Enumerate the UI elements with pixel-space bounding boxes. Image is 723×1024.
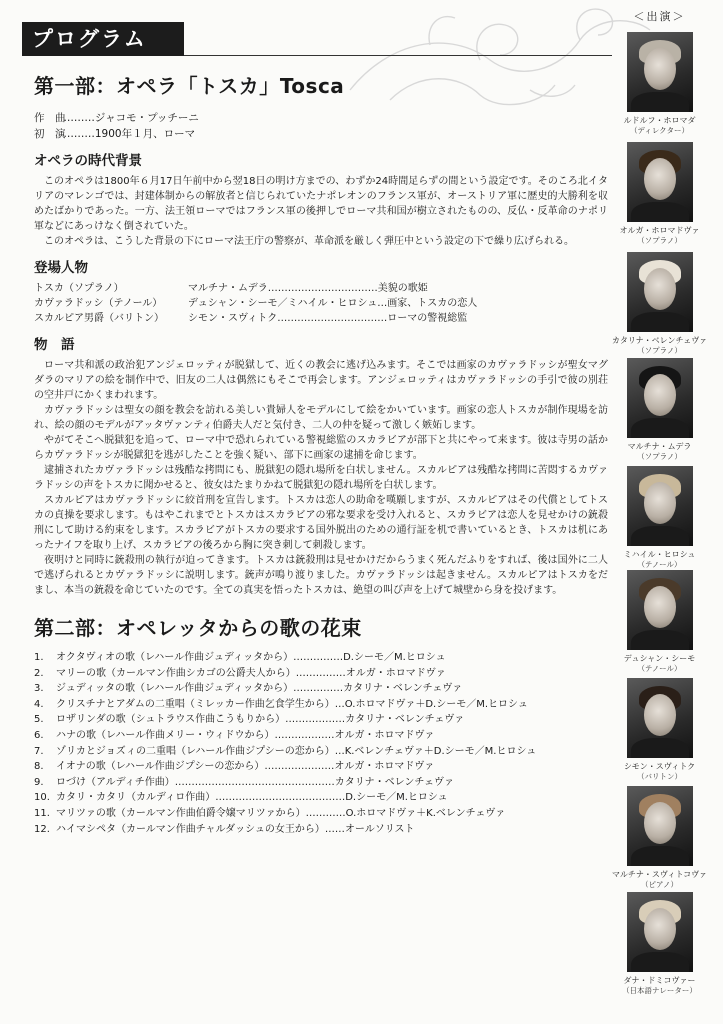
performer-name: ダナ・ドミコヴァー: [623, 976, 696, 985]
song-number: 5.: [34, 714, 44, 726]
song-text: ハイマシペタ（カールマン作曲チャルダッシュの女王から）……オールソリスト: [56, 823, 415, 835]
story-paragraph: 逮捕されたカヴァラドッシは残酷な拷問にも、脱獄犯の隠れ場所を白状しません。スカルピアは残酷な拷問に苦悶するカヴァラドッシの声をトスカに聞かせると、彼女はたまりかねて脱獄犯の隠れ場所を白状します。: [34, 465, 608, 491]
song-text: ジュディッタの歌（レハール作曲ジュディッタから）……………カタリナ・ベレンチェヴァ: [56, 683, 463, 695]
performer-photo: [627, 358, 693, 438]
song-number: 8.: [34, 761, 44, 773]
story-heading: 物 語: [34, 337, 75, 353]
performer-name: ミハイル・ヒロシュ: [623, 550, 696, 559]
song-text: イオナの歌（レハール作曲ジプシーの恋から）…………………オルガ・ホロマドヴァ: [56, 761, 435, 773]
song-item: [34, 806, 608, 822]
performer-photo: [627, 466, 693, 546]
performer-photo: [627, 786, 693, 866]
header-rule: [184, 55, 612, 56]
character-role: カヴァラドッシ（テノール）: [34, 298, 163, 309]
performer-card: [596, 678, 723, 782]
song-list: [34, 650, 608, 837]
composer-value: ………ジャコモ・プッチーニ: [63, 112, 199, 124]
performer-card: [596, 570, 723, 674]
performer-card: [596, 466, 723, 570]
character-singer: シモン・スヴィトク……………………………ローマの警視総監: [188, 313, 468, 324]
song-item: [34, 697, 608, 713]
performer-role: （ソプラノ）: [637, 346, 682, 355]
performers-sidebar: [596, 8, 723, 995]
performer-photo: [627, 32, 693, 112]
song-item: [34, 775, 608, 791]
song-text: マリーの歌（カールマン作曲シカゴの公爵夫人から）……………オルガ・ホロマドヴァ: [56, 667, 446, 679]
performer-name: ルドルフ・ホロマダ: [623, 116, 696, 125]
story-paragraph: ローマ共和派の政治犯アンジェロッティが脱獄して、近くの教会に逃げ込みます。そこでは画家のカヴァラドッシが聖女マグダラのマリアの絵を制作中で、旧友の二人は偶然にもそこで再会します。アンジェロッティはカヴァラドッシの手引で彼の別荘の空井戸にかくまわれます。: [34, 360, 608, 401]
song-number: 11.: [34, 807, 50, 819]
performer-name: オルガ・ホロマドヴァ: [619, 226, 700, 235]
performer-card: [596, 32, 723, 136]
performer-card: [596, 786, 723, 890]
song-item: [34, 822, 608, 838]
song-text: ロづけ（アルディチ作曲）…………………………………………カタリナ・ベレンチェヴァ: [56, 776, 454, 788]
character-role: スカルピア男爵（バリトン）: [34, 313, 164, 324]
character-singer: デュシャン・シーモ／ミハイル・ヒロシュ…画家、トスカの恋人: [188, 298, 478, 309]
character-row: [34, 281, 608, 296]
performer-photo: [627, 252, 693, 332]
story-paragraph: やがてそこへ脱獄犯を追って、ローマ中で恐れられている警視総監のスカラビアが部下と共にやって来ます。彼は寺男の話からカヴァラドッシが脱獄犯を逃がしたことを強く疑い、部下に画家の逮捕を命じます。: [34, 435, 608, 461]
part2-title: 第二部：オペレッタからの歌の花束: [34, 616, 362, 640]
background-paragraph: このオペラは、こうした背景の下にローマ法王庁の警察が、革命派を厳しく弾圧中という設定の下で繰り広げられる。: [44, 236, 574, 247]
song-number: 9.: [34, 776, 44, 788]
song-text: オクタヴィオの歌（レハール作曲ジュディッタから）……………D.シーモ／M.ヒロシュ: [56, 652, 446, 663]
composer-row: [34, 110, 608, 126]
performer-role: （テノール）: [637, 664, 682, 673]
song-text: マリツァの歌（カールマン作曲伯爵令嬢マリツァから）…………O.ホロマドヴァ＋K.ベレンチェヴァ: [56, 807, 506, 819]
story-paragraph: 夜明けと同時に銃殺刑の執行が迫ってきます。トスカは銃殺刑は見せかけだからうまく死んだふりをすれば、後は国外に二人で逃げられるとカヴァラドッシに説明します。銃声が鳴り渡りました。カヴァラドッシは起きません。スカルピアはトスカをだまし、本当の銃殺を命じていたのです。全ての真実を悟ったトスカは、絶望の叫び声を上げて城壁から身を投げます。: [34, 555, 608, 596]
performer-photo: [627, 570, 693, 650]
character-row: [34, 311, 608, 326]
premiere-value: ………1900年１月、ローマ: [63, 128, 196, 140]
background-paragraph: このオペラは1800年６月17日午前中から翌18日の明け方までの、わずか24時間足らずの間という設定です。そのころ北イタリアのマレンゴでは、封建体制からの解放者と信じられていたナポレオンのフランス軍が、オーストリア軍に歴史的大勝利を収めたばかりであった。一方、法王領ローマではフランス軍の後押しでローマ共和国が樹立されたものの、反仏・反革命のナポリ軍などにあっけなく倒されていた。: [34, 176, 608, 232]
performer-role: （ソプラノ）: [637, 452, 682, 461]
performer-name: マルチナ・スヴィトコヴァ: [611, 870, 708, 879]
performer-card: [596, 358, 723, 462]
song-text: カタリ・カタリ（カルディロ作曲）…………………………………D.シーモ／M.ヒロシュ: [56, 792, 448, 804]
performer-photo: [627, 678, 693, 758]
song-number: 3.: [34, 683, 44, 695]
performer-photo: [627, 142, 693, 222]
performer-role: （ディレクター）: [629, 126, 690, 135]
part1-title: [34, 72, 608, 100]
song-number: 4.: [34, 698, 44, 710]
performer-name: マルチナ・ムデラ: [627, 442, 692, 451]
song-text: クリスチナとアダムの二重唱（ミレッカー作曲乞食学生から）…O.ホロマドヴァ＋D.シーモ／M.ヒロシュ: [56, 698, 528, 710]
song-number: 1.: [34, 652, 44, 663]
song-item: [34, 681, 608, 697]
performer-role: （ピアノ）: [641, 880, 678, 889]
song-item: [34, 744, 608, 760]
character-row: [34, 296, 608, 311]
song-item: [34, 712, 608, 728]
character-singer: マルチナ・ムデラ……………………………美貌の歌姫: [188, 283, 428, 294]
performer-name: カタリナ・ベレンチェヴァ: [611, 336, 708, 345]
performer-role: （バリトン）: [637, 772, 682, 781]
song-number: 2.: [34, 667, 44, 679]
song-number: 10.: [34, 792, 50, 804]
song-number: 6.: [34, 729, 44, 741]
song-text: ハナの歌（レハール作曲メリー・ウィドウから）………………オルガ・ホロマドヴァ: [56, 729, 435, 741]
opera-meta: [34, 110, 608, 142]
background-heading: オペラの時代背景: [34, 153, 142, 169]
song-number: 7.: [34, 745, 44, 757]
characters-heading: 登場人物: [34, 260, 88, 276]
program-badge: プログラム: [22, 22, 184, 56]
song-text: ゾリカとジョズィの二重唱（レハール作曲ジプシーの恋から）…K.ベレンチェヴァ＋D.シーモ／M.ヒロシュ: [56, 745, 537, 757]
performer-role: （テノール）: [637, 560, 682, 569]
song-number: 12.: [34, 823, 50, 835]
story-paragraph: カヴァラドッシは聖女の顔を教会を訪れる美しい貴婦人をモデルにして絵をかいています。画家の恋人トスカが制作現場を訪れ、絵の顔のモデルがアッタヴァンティ伯爵夫人だと気付き、二人の仲を疑って激しく嫉妬します。: [34, 405, 608, 431]
song-item: [34, 666, 608, 682]
performer-photo: [627, 892, 693, 972]
part1-title-latin: Tosca: [279, 74, 345, 98]
part1-title-jp: 第一部：オペラ「トスカ」: [34, 74, 280, 98]
performer-card: [596, 142, 723, 246]
song-item: [34, 728, 608, 744]
premiere-row: [34, 126, 608, 142]
performers-title: ＜出演＞: [633, 10, 686, 23]
performer-name: シモン・スヴィトク: [623, 762, 696, 771]
story-paragraph: スカルピアはカヴァラドッシに絞首刑を宣告します。トスカは恋人の助命を嘆願しますが、スカルピアはその代償としてトスカの貞操を要求します。もはやこれまでとトスカはスカラビアの邪な要求を受け入れると、スカラビアは恋人を見せかけの銃殺刑にして助ける約束をします。スカラビアがトスカの要求する国外脱出のための通行証を机で書いているとき、トスカは机にあったナイフを取り上げ、スカラビアの後ろから胸に突き刺して刺殺します。: [34, 495, 608, 551]
main-content: [34, 72, 608, 837]
performer-role: （日本語ナレーター）: [622, 986, 697, 995]
song-item: [34, 790, 608, 806]
song-item: [34, 759, 608, 775]
character-role: トスカ（ソプラノ）: [34, 283, 124, 294]
song-item: [34, 650, 608, 666]
song-text: ロザリンダの歌（シュトラウス作曲こうもりから）………………カタリナ・ベレンチェヴァ: [56, 714, 465, 726]
performer-role: （ソプラノ）: [637, 236, 682, 245]
performer-name: デュシャン・シーモ: [623, 654, 696, 663]
performer-card: [596, 252, 723, 356]
premiere-label: 初 演: [34, 128, 66, 140]
composer-label: 作 曲: [34, 112, 66, 124]
performer-card: [596, 892, 723, 996]
